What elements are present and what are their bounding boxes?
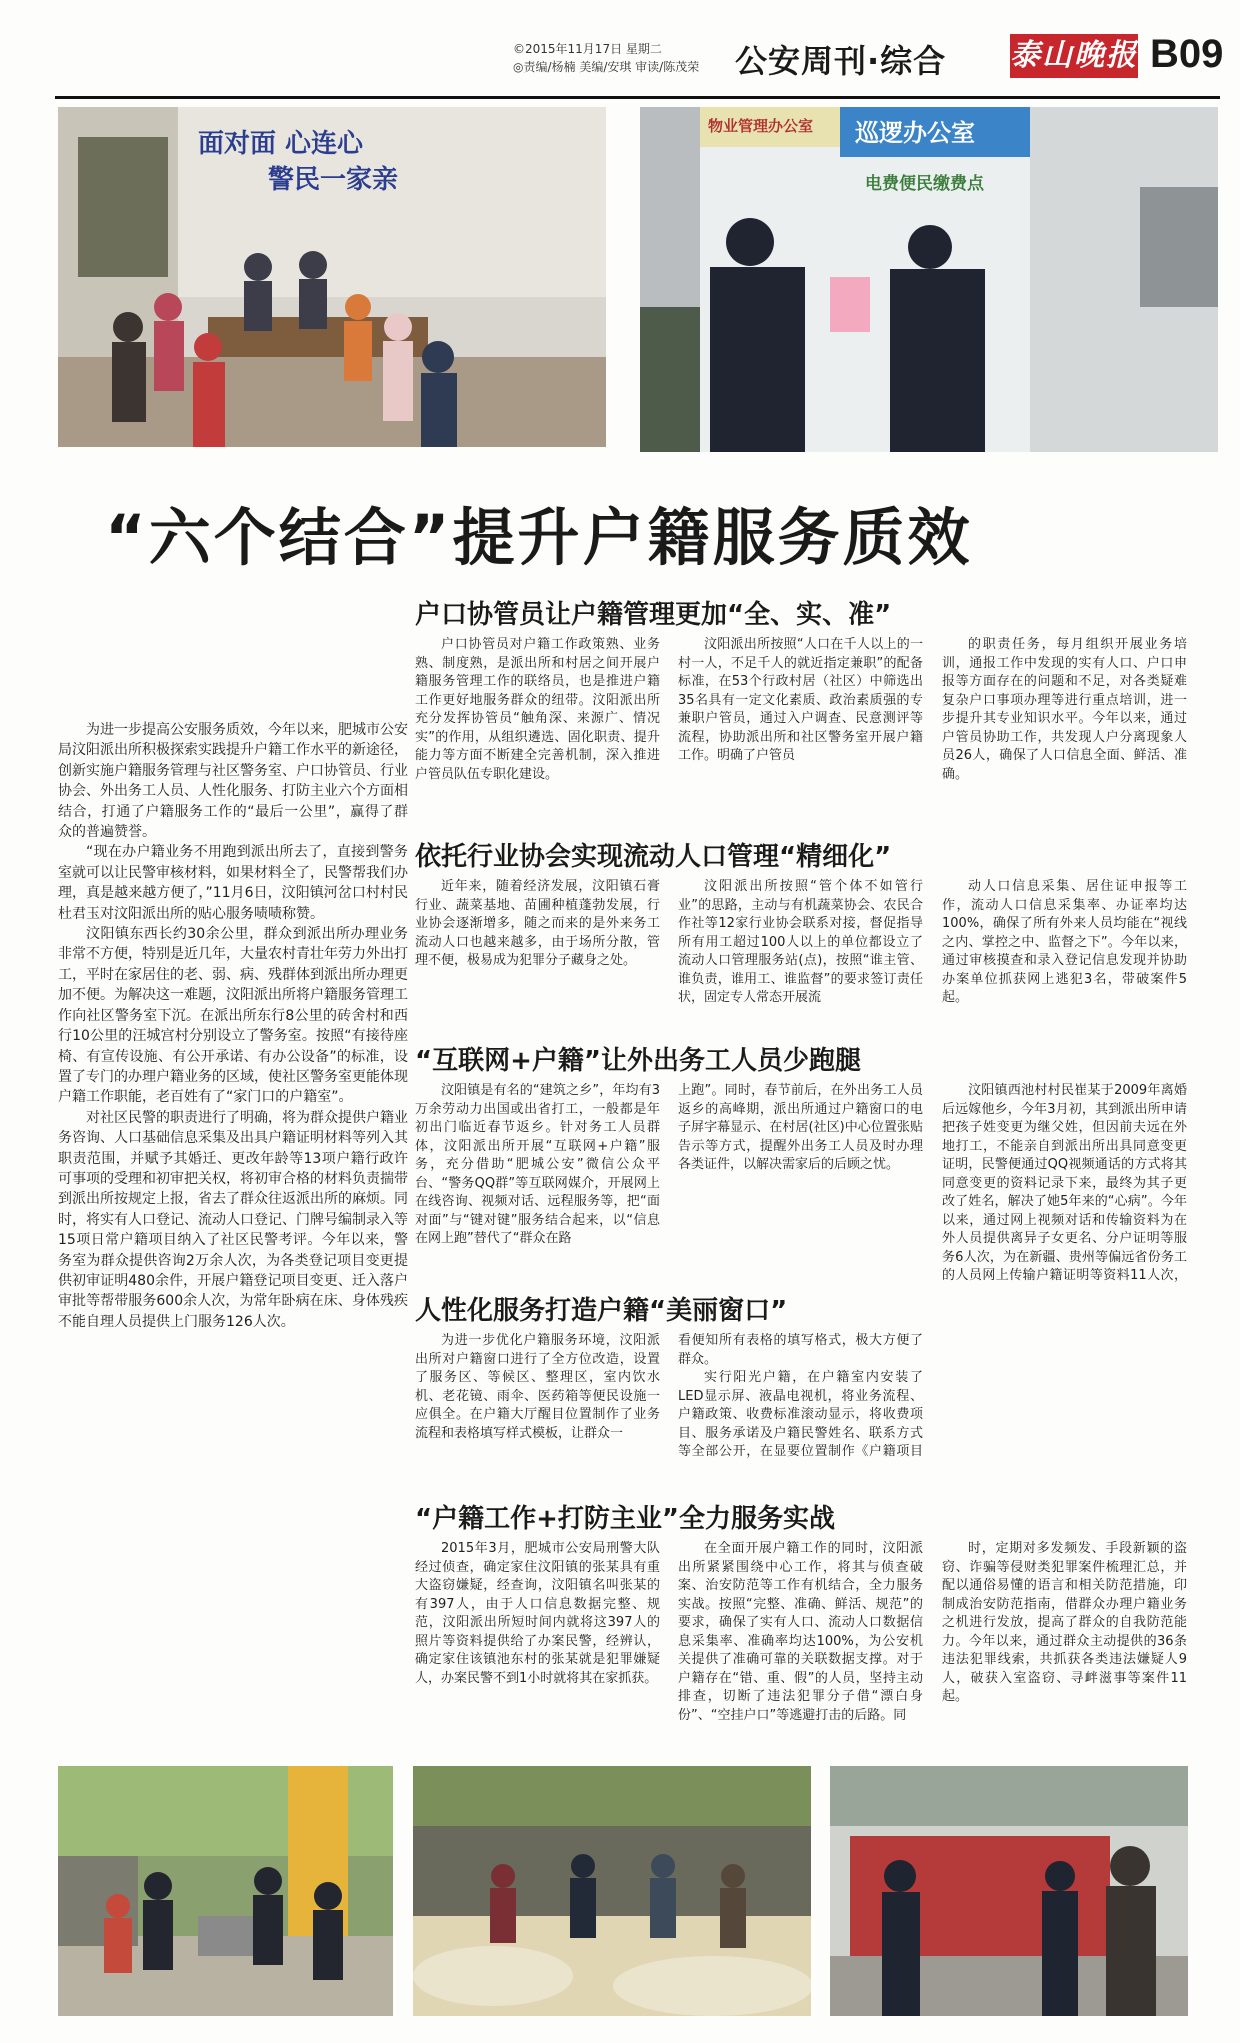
staff-credits: ◎责编/杨楠 美编/安琪 审读/陈茂荣 [513, 60, 700, 74]
photo-meeting [58, 107, 606, 447]
main-headline: “六个结合”提升户籍服务质效 [105, 501, 973, 574]
section-column [678, 1332, 923, 1462]
section-heading: “互联网+户籍”让外出务工人员少跑腿 [415, 1046, 861, 1076]
section-column [678, 636, 923, 816]
sign-patrol-office: 巡逻办公室 [855, 119, 975, 147]
photo-police-station [830, 1766, 1188, 2016]
paragraph: 户口协管员对户籍工作政策熟、业务熟、制度熟，是派出所和村居之间开展户籍服务管理工作的联络员，也是推进户籍工作更好地服务群众的纽带。汶阳派出所充分发挥协管员“触角深、来源广、情况实”的作用，从组织遴选、固化职责、提升能力等方面不断建全完善机制，深入推进户管员队伍专职化建设。 [415, 637, 660, 782]
paragraph: 2015年3月，肥城市公安局刑警大队经过侦查，确定家住汶阳镇的张某具有重大盗窃嫌疑，经查询，汶阳镇名叫张某的有397人，由于人口信息数据完整、规范，汶阳派出所短时间内就将这397人的照片等资料提供给了办案民警，经辨认，确定家住该镇池东村的张某就是犯罪嫌疑人，办案民警不到1小时就将其在家抓获。 [415, 1541, 660, 1686]
page-number: B09 [1150, 32, 1224, 76]
sign-payment-point: 电费便民缴费点 [865, 174, 984, 194]
section-column [678, 1540, 923, 1760]
section-column [415, 1332, 660, 1462]
lead-column [58, 720, 408, 1445]
photo-village-visit [413, 1766, 811, 2016]
paragraph: 汶阳派出所按照“人口在千人以上的一村一人，不足千人的就近指定兼职”的配备标准，在53个行政村居（社区）中筛选出35名具有一定文化素质、政治素质强的专兼职户管员，通过入户调查、民意测评等流程，协助派出所和社区警务室开展户籍工作。明确了户管员 [678, 637, 923, 763]
paragraph: 上跑”。同时，春节前后，在外出务工人员返乡的高峰期，派出所通过户籍窗口的电子屏字幕显示、在村居(社区)中心位置张贴告示等方式，提醒外出务工人员及时办理各类证件，以解决需家后的后顾之忧。 [678, 1083, 923, 1172]
photo-corn-yard [58, 1766, 393, 2016]
paragraph: 动人口信息采集、居住证申报等工作，流动人口信息采集率、办证率均达100%，确保了所有外来人员均能在“视线之内、掌控之中、监督之下”。今年以来，通过审核摸查和录入登记信息发现并协助办案单位抓获网上逃犯3名，带破案件5起。 [942, 879, 1187, 1005]
photo-posting-notice [640, 107, 1218, 452]
newspaper-logo: 泰山晚报 [1010, 34, 1138, 78]
issue-date: ©2015年11月17日 星期二 [513, 42, 662, 56]
paragraph: 汶阳派出所按照“管个体不如管行业”的思路，主动与有机蔬菜协会、农民合作社等12家行业协会联系对接，督促指导所有用工超过100人以上的单位都设立了流动人口管理服务站(点)，按照“谁主管、谁负责，谁用工、谁监督”的要求签订责任状，固定专人常态开展流 [678, 879, 923, 1005]
paragraph: 的职责任务，每月组织开展业务培训，通报工作中发现的实有人口、户口申报等方面存在的问题和不足，对各类疑难复杂户口事项办理等进行重点培训，进一步提升其专业知识水平。今年以来，通过户管员协助工作，共发现人户分离现象人员26人，确保了人口信息全面、鲜活、准确。 [942, 637, 1187, 782]
paragraph: 时，定期对多发频发、手段新颖的盗窃、诈骗等侵财类犯罪案件梳理汇总，并配以通俗易懂的语言和相关防范措施，印制成治安防范指南，借群众办理户籍业务之机进行发放，提高了群众的自我防范能力。今年以来，通过群众主动提供的36条违法犯罪线索，共抓获各类违法嫌疑人9人，破获入室盗窃、寻衅滋事等案件11起。 [942, 1541, 1187, 1704]
section-heading: “户籍工作+打防主业”全力服务实战 [415, 1504, 835, 1534]
lead-paragraph: 对社区民警的职责进行了明确，将为群众提供户籍业务咨询、人口基础信息采集及出具户籍证明材料等列入其职责范围，并赋予其婚迁、更改年龄等13项户籍行政许可事项的受理和初审把关权，将初审合格的材料负责揣带到派出所按规定上报，省去了群众往返派出所的麻烦。同时，将实有人口登记、流动人口登记、门牌号编制录入等15项日常户籍项目纳入了社区民警考评。今年以来，警务室为群众提供咨询2万余人次，为各类登记项目变更提供初审证明480余件，开展户籍登记项目变更、迁入落户审批等帮带服务600余人次，为常年卧病在床、身体残疾不能自理人员提供上门服务126人次。 [58, 1109, 408, 1330]
paragraph: 看便知所有表格的填写格式，极大方便了群众。 [678, 1333, 923, 1367]
header-rule [55, 96, 1220, 99]
section-column [415, 1082, 660, 1282]
banner-text-2: 警民一家亲 [268, 165, 399, 195]
section-column [415, 636, 660, 816]
section-heading: 户口协管员让户籍管理更加“全、实、准” [415, 600, 892, 630]
sign-property-office: 物业管理办公室 [708, 117, 814, 135]
lead-paragraph: 为进一步提高公安服务质效，今年以来，肥城市公安局汶阳派出所积极探索实践提升户籍工作水平的新途径，创新实施户籍服务管理与社区警务室、户口协管员、行业协会、外出务工人员、人性化服务、打防主业六个方面相结合，打通了户籍服务工作的“最后一公里”，赢得了群众的普遍赞誉。 [58, 722, 408, 841]
paragraph: 近年来，随着经济发展，汶阳镇石膏行业、蔬菜基地、苗圃种植蓬勃发展，行业协会逐渐增多，随之而来的是外来务工流动人口也越来越多，由于场所分散，管理不便，极易成为犯罪分子藏身之处。 [415, 879, 660, 968]
section-column [942, 878, 1187, 1043]
section-column [678, 878, 923, 1043]
lead-paragraph: “现在办户籍业务不用跑到派出所去了，直接到警务室就可以让民警审核材料，如果材料全了，民警帮我们办理，真是越来越方便了，”11月6日，汶阳镇河岔口村村民杜君玉对汶阳派出所的贴心服务啧啧称赞。 [58, 844, 408, 922]
banner-text-1: 面对面 心连心 [198, 129, 364, 159]
paragraph: 为进一步优化户籍服务环境，汶阳派出所对户籍窗口进行了全方位改造，设置了服务区、等候区、整理区，室内饮水机、老花镜、雨伞、医药箱等便民设施一应俱全。在户籍大厅醒目位置制作了业务流程和表格填写样式模板，让群众一 [415, 1333, 660, 1441]
section-column [678, 1082, 923, 1282]
paragraph: 汶阳镇西池村村民崔某于2009年离婚后远嫁他乡，今年3月初，其到派出所申请把孩子姓变更为继父姓，但因前夫远在外地打工，不能亲自到派出所出具同意变更证明，民警便通过QQ视频通话的方式将其同意变更的资料记录下来，最终为其子更改了姓名，解决了她5年来的“心病”。今年以来，通过网上视频对话和传输资料为在外人员提供离异子女更名、分户证明等服务6人次，为在新疆、贵州等偏远省份务工的人员网上传输户籍证明等资料11人次， [942, 1083, 1187, 1282]
section-column [942, 1540, 1187, 1760]
section-column [415, 878, 660, 1043]
paragraph: 实行阳光户籍，在户籍室内安装了LED显示屏、液晶电视机，将业务流程、户籍政策、收费标准滚动显示，将收费项目、服务承诺及户籍民警姓名、联系方式等全部公开，在显要位置制作《户籍项目 [678, 1370, 923, 1459]
lead-paragraph: 汶阳镇东西长约30余公里，群众到派出所办理业务非常不方便，特别是近几年，大量农村青壮年劳力外出打工，平时在家居住的老、弱、病、残群体到派出所办理更加不便。为解决这一难题，汶阳派出所将户籍服务管理工作向社区警务室下沉。在派出所东行8公里的砖舍村和西行10公里的汪城宫村分别设立了警务室。按照“有接待座椅、有宣传设施、有公开承诺、有办公设备”的标准，设置了专门的办理户籍业务的区域，使社区警务室更能体现户籍工作职能，老百姓有了“家门口的户籍室”。 [58, 926, 408, 1106]
paragraph: 在全面开展户籍工作的同时，汶阳派出所紧紧围绕中心工作，将其与侦查破案、治安防范等工作有机结合，全力服务实战。按照“完整、准确、鲜活、规范”的要求，确保了实有人口、流动人口数据信息采集率、准确率均达100%，为公安机关提供了准确可靠的关联数据支撑。对于户籍存在“错、重、假”的人员，坚持主动排查，切断了违法犯罪分子借“漂白身份”、“空挂户口”等逃避打击的后路。同 [678, 1541, 923, 1723]
section-title: 公安周刊·综合 [735, 42, 947, 80]
section-heading: 人性化服务打造户籍“美丽窗口” [415, 1296, 788, 1326]
section-heading: 依托行业协会实现流动人口管理“精细化” [415, 842, 892, 872]
paragraph: 汶阳镇是有名的“建筑之乡”，年均有3万余劳动力出国或出省打工，一般都是年初出门临近春节返乡。针对务工人员群体，汶阳派出所开展“互联网+户籍”服务，充分借助“肥城公安”微信公众平台、“警务QQ群”等互联网媒介，开展网上在线咨询、视频对话、远程服务等，把“面对面”与“键对键”服务结合起来，以“信息在网上跑”替代了“群众在路 [415, 1083, 660, 1246]
section-column [415, 1540, 660, 1760]
section-column [942, 1082, 1187, 1282]
section-column [942, 1332, 1187, 1462]
section-column [942, 636, 1187, 816]
